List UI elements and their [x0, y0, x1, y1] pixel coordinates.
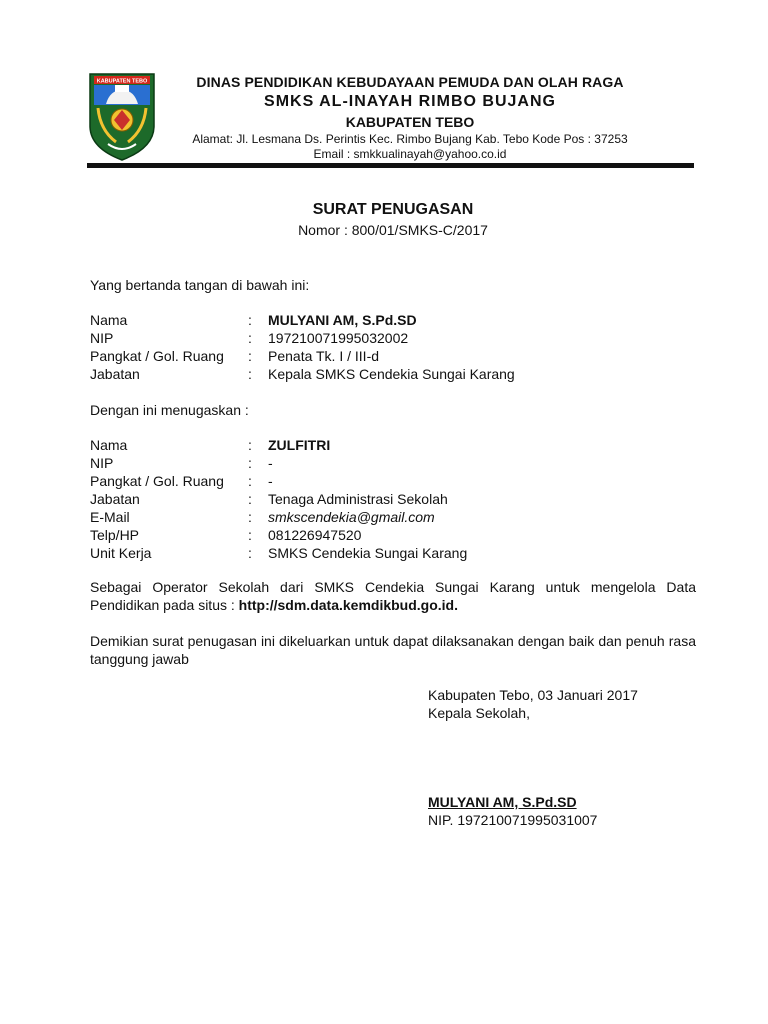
agency-name: DINAS PENDIDIKAN KEBUDAYAAN PEMUDA DAN OLAH RAGA [196, 74, 624, 90]
signature-position: Kepala Sekolah, [428, 705, 530, 721]
field-value: Tenaga Administrasi Sekolah [268, 491, 448, 507]
field-colon: : [248, 312, 252, 328]
field-label: Unit Kerja [90, 545, 152, 561]
field-value: - [268, 455, 273, 471]
field-value: MULYANI AM, S.Pd.SD [268, 312, 417, 328]
signer-row [90, 329, 515, 347]
field-label: NIP [90, 330, 114, 346]
field-colon: : [248, 527, 252, 543]
letterhead-divider [87, 163, 694, 168]
field-label: Jabatan [90, 366, 140, 382]
signer-details [90, 311, 515, 383]
signer-row [90, 347, 515, 365]
field-colon: : [248, 473, 252, 489]
closing-paragraph: Demikian surat penugasan ini dikeluarkan untuk dapat dilaksanakan dengan baik dan penuh rasa tanggung jawab [90, 633, 696, 667]
letter-title: SURAT PENUGASAN [312, 201, 474, 218]
intro-text: Yang bertanda tangan di bawah ini: [90, 277, 310, 293]
purpose-paragraph [90, 578, 696, 614]
field-label: Nama [90, 312, 128, 328]
field-label: NIP [90, 455, 114, 471]
email-value: smkscendekia@gmail.com [268, 509, 435, 525]
field-value: ZULFITRI [268, 437, 331, 453]
signature-place-date: Kabupaten Tebo, 03 Januari 2017 [428, 687, 638, 703]
logo-banner-text: KABUPATEN TEBO [96, 78, 148, 85]
assignee-row [90, 436, 467, 454]
field-value: 081226947520 [268, 527, 362, 543]
purpose-text: Sebagai Operator Sekolah dari SMKS Cendekia Sungai Karang untuk mengelola Data Pendidikan pada situs : [90, 579, 696, 613]
field-label: Pangkat / Gol. Ruang [90, 348, 224, 364]
field-colon: : [248, 437, 252, 453]
assign-intro-text: Dengan ini menugaskan : [90, 402, 249, 418]
assignee-row [90, 454, 467, 472]
field-colon: : [248, 366, 252, 382]
assignee-row [90, 472, 467, 490]
assignee-row [90, 544, 467, 562]
field-label: E-Mail [90, 509, 130, 525]
field-colon: : [248, 545, 252, 561]
field-label: Nama [90, 437, 128, 453]
letter-number: Nomor : 800/01/SMKS-C/2017 [298, 222, 488, 238]
signature-nip: NIP. 197210071995031007 [428, 812, 598, 828]
letterhead [170, 73, 650, 162]
field-label: Jabatan [90, 491, 140, 507]
assignee-row [90, 490, 467, 508]
field-value: - [268, 473, 273, 489]
field-value: SMKS Cendekia Sungai Karang [268, 545, 468, 561]
signature-name: MULYANI AM, S.Pd.SD [428, 794, 577, 810]
field-colon: : [248, 491, 252, 507]
field-colon: : [248, 330, 252, 346]
field-value: Penata Tk. I / III-d [268, 348, 380, 364]
website-link: http://sdm.data.kemdikbud.go.id. [238, 597, 458, 613]
assignee-details [90, 436, 467, 562]
field-value: 197210071995032002 [268, 330, 409, 346]
field-label: Pangkat / Gol. Ruang [90, 473, 224, 489]
assignee-row [90, 526, 467, 544]
field-label: Telp/HP [90, 527, 140, 543]
field-value: Kepala SMKS Cendekia Sungai Karang [268, 366, 515, 382]
regency-emblem [86, 70, 158, 162]
school-name: SMKS AL-INAYAH RIMBO BUJANG [264, 93, 556, 110]
regency-name: KABUPATEN TEBO [345, 114, 475, 130]
signer-row [90, 365, 515, 383]
school-address: Alamat: Jl. Lesmana Ds. Perintis Kec. Rimbo Bujang Kab. Tebo Kode Pos : 37253 [192, 132, 628, 146]
assignee-row [90, 508, 467, 526]
signer-row [90, 311, 515, 329]
field-colon: : [248, 348, 252, 364]
field-colon: : [248, 509, 252, 525]
field-colon: : [248, 455, 252, 471]
school-email: Email : smkkualinayah@yahoo.co.id [313, 147, 507, 161]
